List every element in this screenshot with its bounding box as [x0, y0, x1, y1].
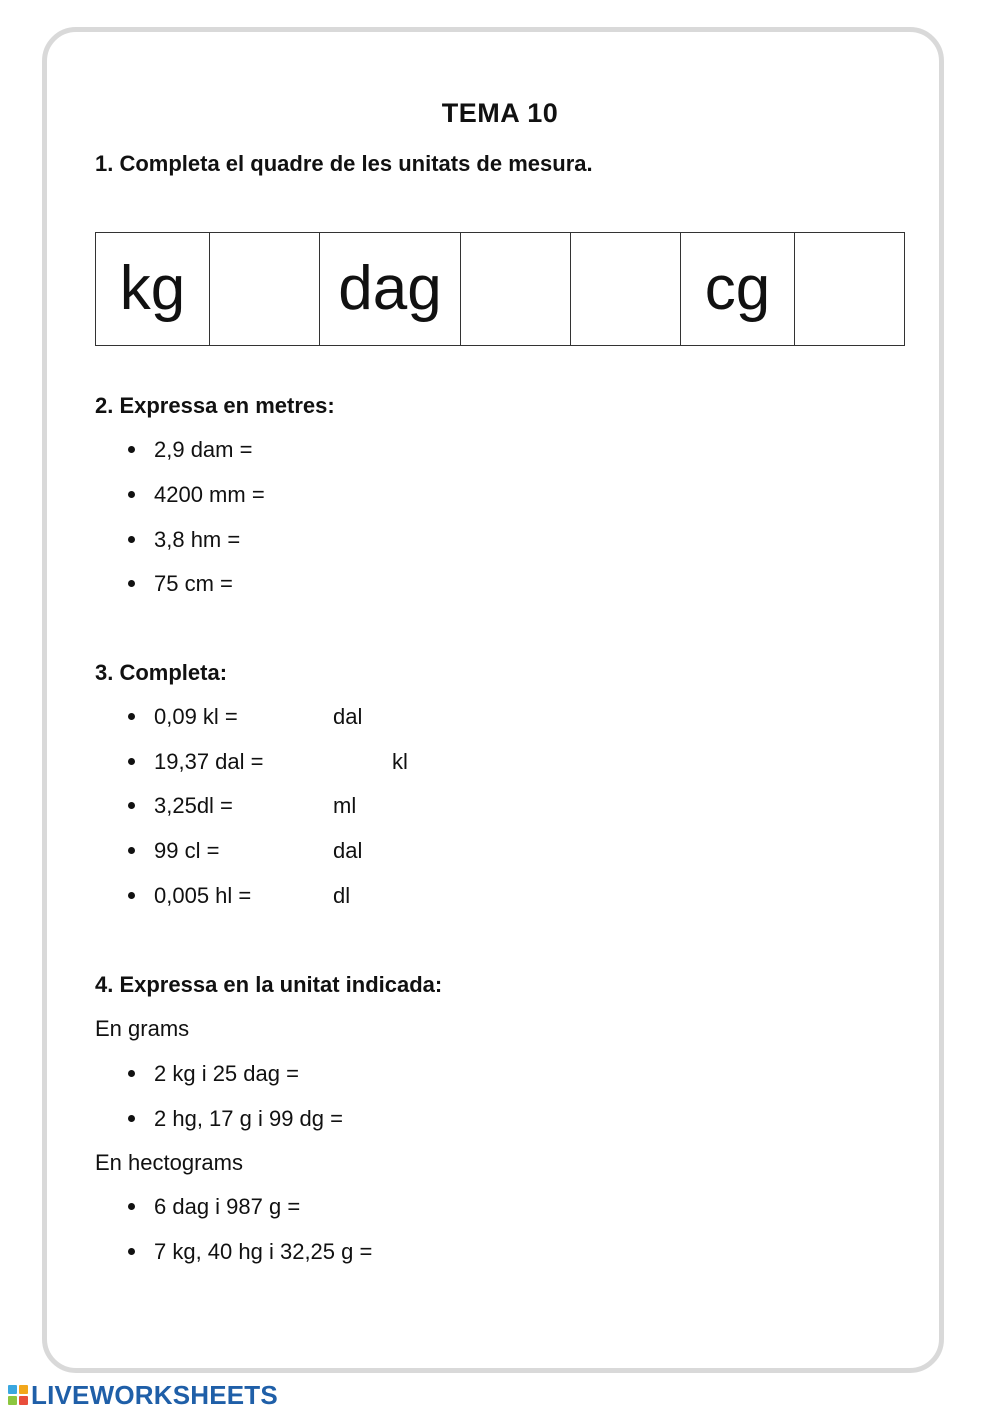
- list-item: 3,25dl = ml: [128, 791, 233, 821]
- unit-cell-cg: cg: [681, 233, 795, 346]
- section3-heading: 3. Completa:: [95, 660, 228, 685]
- bullet-icon: [128, 1115, 135, 1122]
- list-item: 0,005 hl = dl: [128, 881, 251, 911]
- list-item: 2 hg, 17 g i 99 dg =: [128, 1104, 343, 1134]
- unit-cell-blank-mg[interactable]: [795, 233, 905, 346]
- logo-square: [19, 1396, 28, 1405]
- unit-cell-blank-hg[interactable]: [210, 233, 320, 346]
- bullet-icon: [128, 580, 135, 587]
- target-unit: dal: [333, 838, 363, 863]
- target-unit: ml: [333, 793, 357, 818]
- target-unit: dal: [333, 704, 363, 729]
- bullet-icon: [128, 1203, 135, 1210]
- bullet-icon: [128, 1248, 135, 1255]
- bullet-icon: [128, 536, 135, 543]
- bullet-icon: [128, 758, 135, 765]
- list-item: 3,8 hm =: [128, 525, 240, 555]
- unit-cell-kg: kg: [96, 233, 210, 346]
- bullet-icon: [128, 892, 135, 899]
- logo-square: [19, 1385, 28, 1394]
- list-item: 0,09 kl = dal: [128, 702, 238, 732]
- list-item: 2 kg i 25 dag =: [128, 1059, 299, 1089]
- logo-square: [8, 1396, 17, 1405]
- bullet-icon: [128, 491, 135, 498]
- bullet-icon: [128, 802, 135, 809]
- list-item: 19,37 dal = kl: [128, 747, 263, 777]
- bullet-icon: [128, 847, 135, 854]
- unit-cell-dag: dag: [320, 233, 461, 346]
- units-table: [95, 232, 905, 346]
- bullet-icon: [128, 446, 135, 453]
- unit-cell-blank-dg[interactable]: [571, 233, 681, 346]
- bullet-icon: [128, 713, 135, 720]
- logo-grid-icon: [8, 1385, 28, 1405]
- section1-heading: 1. Completa el quadre de les unitats de mesura.: [95, 151, 593, 176]
- list-item: 4200 mm =: [128, 480, 265, 510]
- group-label-hectograms: En hectograms: [95, 1150, 243, 1175]
- section4-heading: 4. Expressa en la unitat indicada:: [95, 972, 443, 997]
- section2-heading: 2. Expressa en metres:: [95, 393, 335, 418]
- liveworksheets-logo[interactable]: [8, 1381, 278, 1409]
- list-item: 2,9 dam =: [128, 435, 252, 465]
- group-label-grams: En grams: [95, 1016, 190, 1041]
- list-item: 7 kg, 40 hg i 32,25 g =: [128, 1237, 372, 1267]
- list-item: 6 dag i 987 g =: [128, 1192, 300, 1222]
- logo-square: [8, 1385, 17, 1394]
- brand-name: LIVEWORKSHEETS: [31, 1379, 278, 1410]
- list-item: 99 cl = dal: [128, 836, 219, 866]
- unit-cell-blank-g[interactable]: [461, 233, 571, 346]
- bullet-icon: [128, 1070, 135, 1077]
- list-item: 75 cm =: [128, 569, 233, 599]
- target-unit: dl: [333, 883, 351, 908]
- page-title: TEMA 10: [441, 98, 559, 128]
- target-unit: kl: [392, 749, 408, 774]
